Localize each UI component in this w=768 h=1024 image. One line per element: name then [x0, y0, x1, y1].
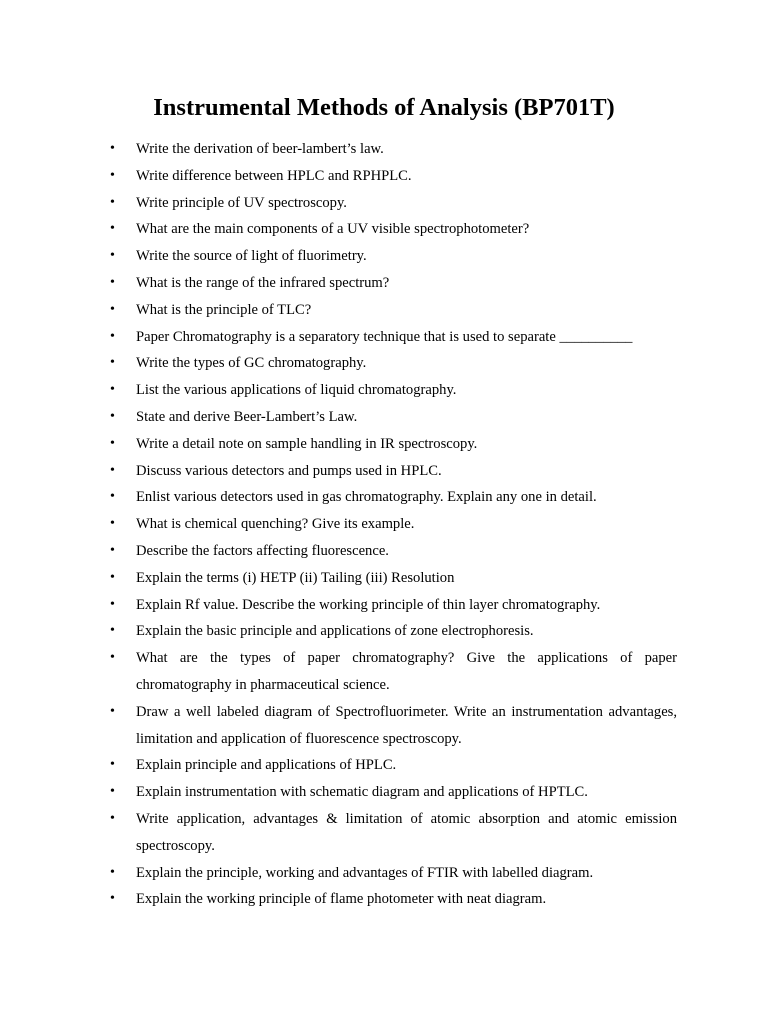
bullet-icon: • [110, 301, 115, 317]
question-text: Explain the terms (i) HETP (ii) Tailing (iii) Resolution [136, 569, 455, 586]
question-text: Discuss various detectors and pumps used in HPLC. [136, 462, 442, 479]
question-text: Enlist various detectors used in gas chromatography. Explain any one in detail. [136, 489, 597, 506]
question-item [110, 752, 677, 779]
question-text: Write a detail note on sample handling in IR spectroscopy. [136, 435, 478, 452]
bullet-icon: • [110, 784, 115, 800]
bullet-icon: • [110, 408, 115, 424]
bullet-icon: • [110, 355, 115, 371]
bullet-icon: • [110, 703, 115, 719]
question-item [110, 270, 677, 297]
question-item [110, 886, 677, 913]
question-item [110, 618, 677, 645]
bullet-icon: • [110, 757, 115, 773]
question-item [110, 484, 677, 511]
question-item [110, 565, 677, 592]
question-text: Write the derivation of beer-lambert’s law. [136, 141, 384, 157]
question-text: What are the types of paper chromatography? Give the applications of paper chromatography in pharmaceutical science. [136, 650, 677, 693]
bullet-icon: • [110, 248, 115, 264]
question-item [110, 216, 677, 243]
bullet-icon: • [110, 864, 115, 880]
bullet-icon: • [110, 274, 115, 290]
question-item [110, 511, 677, 538]
question-text: Draw a well labeled diagram of Spectrofluorimeter. Write an instrumentation advantages, limitation and application of fluorescence spectroscopy. [136, 703, 677, 747]
question-item [110, 136, 677, 163]
bullet-icon: • [110, 141, 115, 156]
question-text: Write application, advantages & limitation of atomic absorption and atomic emission spectroscopy. [136, 810, 677, 854]
question-text: List the various applications of liquid chromatography. [136, 382, 457, 399]
question-item [110, 404, 677, 431]
question-text: What is the principle of TLC? [136, 301, 312, 318]
question-text: What is the range of the infrared spectrum? [136, 274, 390, 291]
bullet-icon: • [110, 650, 115, 666]
question-item [110, 458, 677, 485]
bullet-icon: • [110, 516, 115, 532]
question-text: Write the source of light of fluorimetry. [136, 248, 367, 265]
question-text: Explain instrumentation with schematic diagram and applications of HPTLC. [136, 784, 588, 801]
bullet-icon: • [110, 596, 115, 612]
document-title: Instrumental Methods of Analysis (BP701T) [153, 94, 615, 121]
question-item [110, 779, 677, 806]
bullet-icon: • [110, 569, 115, 585]
question-text: Explain principle and applications of HPLC. [136, 757, 397, 774]
question-item [110, 699, 677, 753]
question-item [110, 538, 677, 565]
bullet-icon: • [110, 435, 115, 451]
question-item [110, 324, 677, 351]
question-item [110, 860, 677, 887]
bullet-icon: • [110, 382, 115, 398]
question-text: Write difference between HPLC and RPHPLC. [136, 167, 412, 184]
bullet-icon: • [110, 489, 115, 505]
bullet-icon: • [110, 194, 115, 210]
bullet-icon: • [110, 542, 115, 558]
question-item [110, 377, 677, 404]
question-item [110, 431, 677, 458]
question-text: State and derive Beer-Lambert’s Law. [136, 408, 358, 425]
question-text: Write principle of UV spectroscopy. [136, 194, 347, 211]
question-text: Describe the factors affecting fluorescence. [136, 542, 389, 559]
question-text: Explain the principle, working and advantages of FTIR with labelled diagram. [136, 864, 594, 881]
question-item [110, 645, 677, 699]
question-item [110, 190, 677, 217]
question-text: Paper Chromatography is a separatory technique that is used to separate __________ [136, 328, 633, 345]
question-text: Explain the working principle of flame photometer with neat diagram. [136, 891, 547, 908]
question-list [110, 136, 677, 913]
question-text: Explain the basic principle and applications of zone electrophoresis. [136, 623, 534, 640]
bullet-icon: • [110, 810, 115, 826]
bullet-icon: • [110, 891, 115, 907]
question-item [110, 806, 677, 860]
question-text: Explain Rf value. Describe the working principle of thin layer chromatography. [136, 596, 601, 613]
question-item [110, 350, 677, 377]
question-text: What is chemical quenching? Give its example. [136, 516, 415, 533]
question-item [110, 163, 677, 190]
question-item [110, 243, 677, 270]
bullet-icon: • [110, 328, 115, 344]
bullet-icon: • [110, 221, 115, 237]
question-text: What are the main components of a UV visible spectrophotometer? [136, 221, 530, 238]
question-text: Write the types of GC chromatography. [136, 355, 367, 372]
bullet-icon: • [110, 167, 115, 183]
bullet-icon: • [110, 462, 115, 478]
question-item [110, 592, 677, 619]
question-item [110, 297, 677, 324]
bullet-icon: • [110, 623, 115, 639]
